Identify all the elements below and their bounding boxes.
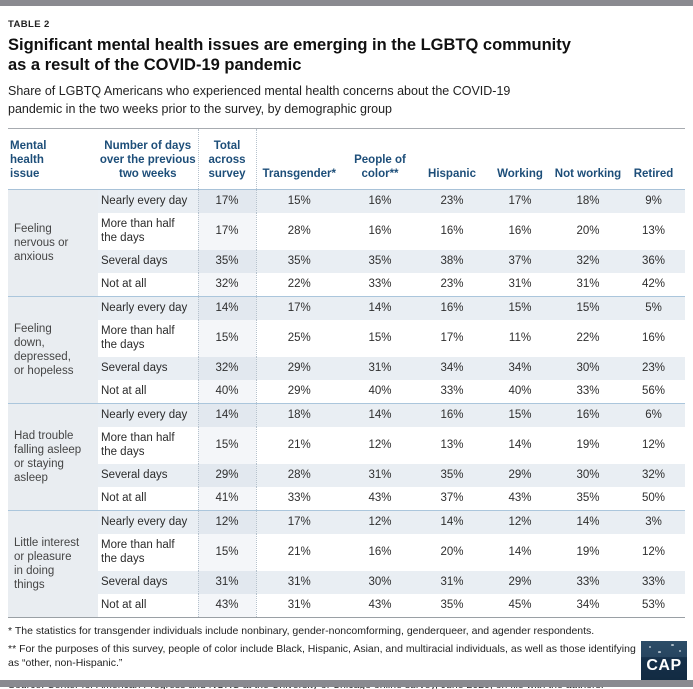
- value-cell: 50%: [622, 487, 685, 511]
- value-cell: 15%: [198, 320, 256, 357]
- frequency-label: Nearly every day: [98, 296, 198, 320]
- col-header-total-across-survey: Total across survey: [198, 128, 256, 189]
- frequency-label: Several days: [98, 571, 198, 594]
- value-cell: 22%: [256, 273, 342, 297]
- frequency-label: Not at all: [98, 380, 198, 404]
- value-cell: 12%: [342, 510, 418, 534]
- value-cell: 33%: [622, 571, 685, 594]
- value-cell: 45%: [486, 594, 554, 618]
- value-cell: 31%: [342, 464, 418, 487]
- value-cell: 15%: [256, 189, 342, 213]
- value-cell: 14%: [508, 439, 532, 452]
- value-cell: 37%: [418, 487, 486, 511]
- value-cell: 12%: [368, 439, 392, 452]
- issue-label: Feeling nervous or anxious: [8, 189, 98, 296]
- table-row: [8, 594, 685, 618]
- value-cell: 5%: [622, 296, 685, 320]
- table-row: [8, 296, 685, 320]
- value-cell: 41%: [198, 487, 256, 511]
- value-cell: 30%: [554, 357, 622, 380]
- value-cell: 29%: [256, 380, 342, 404]
- value-cell: 31%: [554, 273, 622, 297]
- value-cell: 28%: [256, 464, 342, 487]
- frequency-label: More than half the days: [101, 218, 175, 245]
- value-cell: 31%: [256, 571, 342, 594]
- value-cell: 36%: [622, 250, 685, 273]
- value-cell: 29%: [486, 571, 554, 594]
- table-header-row: [8, 128, 685, 189]
- value-cell: 15%: [486, 403, 554, 427]
- value-cell: 13%: [641, 225, 666, 238]
- value-cell: 16%: [418, 403, 486, 427]
- col-header-hispanic: Hispanic: [418, 128, 486, 189]
- value-cell: 15%: [368, 332, 392, 345]
- table-row: [8, 213, 685, 250]
- value-cell: 14%: [508, 546, 532, 559]
- frequency-label: Nearly every day: [98, 189, 198, 213]
- value-cell: 43%: [486, 487, 554, 511]
- bottom-divider-bar: [0, 680, 693, 687]
- star-icon: [658, 651, 661, 653]
- cap-logo: [641, 641, 687, 683]
- value-cell: 21%: [287, 439, 311, 452]
- value-cell: 16%: [368, 225, 392, 238]
- value-cell: 15%: [198, 427, 256, 464]
- col-header-working: Working: [486, 128, 554, 189]
- value-cell: 13%: [440, 439, 464, 452]
- value-cell: 9%: [622, 189, 685, 213]
- frequency-label: Not at all: [98, 487, 198, 511]
- star-icon: [649, 646, 651, 648]
- col-header-mental-health-issue: Mental health issue: [8, 128, 98, 189]
- value-cell: 17%: [198, 213, 256, 250]
- value-cell: 18%: [256, 403, 342, 427]
- value-cell: 11%: [508, 332, 532, 345]
- value-cell: 31%: [486, 273, 554, 297]
- table-row: [8, 189, 685, 213]
- value-cell: 29%: [198, 464, 256, 487]
- figure-title-line2: as a result of the COVID-19 pandemic: [8, 56, 302, 75]
- value-cell: 56%: [622, 380, 685, 404]
- value-cell: 17%: [198, 189, 256, 213]
- value-cell: 40%: [342, 380, 418, 404]
- value-cell: 16%: [554, 403, 622, 427]
- table-row: [8, 320, 685, 357]
- value-cell: 14%: [342, 403, 418, 427]
- figure-subtitle-line2: pandemic in the two weeks prior to the survey, by demographic group: [8, 102, 392, 117]
- value-cell: 29%: [486, 464, 554, 487]
- mental-health-data-table: [8, 128, 685, 618]
- star-icon: [671, 644, 674, 646]
- value-cell: 31%: [198, 571, 256, 594]
- frequency-label: Not at all: [98, 594, 198, 618]
- value-cell: 14%: [198, 296, 256, 320]
- frequency-label: Nearly every day: [98, 403, 198, 427]
- footnote-transgender: * The statistics for transgender individuals include nonbinary, gender-noncomforming, genderqueer, and agender respondents.: [8, 624, 595, 637]
- value-cell: 35%: [198, 250, 256, 273]
- frequency-label: Several days: [98, 357, 198, 380]
- value-cell: 35%: [554, 487, 622, 511]
- value-cell: 21%: [287, 546, 311, 559]
- frequency-label: More than half the days: [101, 325, 175, 352]
- value-cell: 16%: [368, 546, 392, 559]
- issue-label: Little interest or pleasure in doing things: [8, 510, 98, 617]
- value-cell: 43%: [342, 594, 418, 618]
- frequency-label: Not at all: [98, 273, 198, 297]
- value-cell: 15%: [486, 296, 554, 320]
- value-cell: 30%: [554, 464, 622, 487]
- table-number-label: TABLE 2: [8, 19, 50, 30]
- figure-subtitle: [8, 82, 685, 118]
- frequency-label: More than half the days: [101, 432, 175, 459]
- value-cell: 15%: [554, 296, 622, 320]
- value-cell: 18%: [554, 189, 622, 213]
- value-cell: 17%: [440, 332, 464, 345]
- figure-subtitle-line1: Share of LGBTQ Americans who experienced mental health concerns about the COVID-19: [8, 84, 511, 99]
- value-cell: 15%: [198, 534, 256, 571]
- value-cell: 32%: [622, 464, 685, 487]
- value-cell: 32%: [198, 357, 256, 380]
- value-cell: 23%: [622, 357, 685, 380]
- value-cell: 33%: [342, 273, 418, 297]
- issue-label: Had trouble falling asleep or staying asleep: [8, 403, 98, 510]
- value-cell: 16%: [342, 189, 418, 213]
- table-row: [8, 380, 685, 404]
- col-header-people-of-color: People of color**: [342, 128, 418, 189]
- star-icon: [679, 650, 681, 652]
- value-cell: 16%: [418, 296, 486, 320]
- value-cell: 14%: [342, 296, 418, 320]
- table-row: [8, 403, 685, 427]
- value-cell: 12%: [198, 510, 256, 534]
- frequency-label: Nearly every day: [98, 510, 198, 534]
- col-header-not-working: Not working: [554, 128, 622, 189]
- table-row: [8, 273, 685, 297]
- value-cell: 35%: [342, 250, 418, 273]
- value-cell: 12%: [486, 510, 554, 534]
- value-cell: 14%: [554, 510, 622, 534]
- value-cell: 16%: [508, 225, 532, 238]
- frequency-label: Several days: [98, 464, 198, 487]
- table-row: [8, 510, 685, 534]
- value-cell: 43%: [198, 594, 256, 618]
- value-cell: 28%: [287, 225, 311, 238]
- value-cell: 33%: [554, 571, 622, 594]
- value-cell: 17%: [486, 189, 554, 213]
- frequency-label: More than half the days: [101, 539, 175, 566]
- value-cell: 23%: [418, 189, 486, 213]
- figure-title: [8, 35, 685, 75]
- value-cell: 12%: [641, 546, 666, 559]
- table-row: [8, 571, 685, 594]
- value-cell: 33%: [418, 380, 486, 404]
- value-cell: 17%: [256, 510, 342, 534]
- table-body: [8, 189, 685, 617]
- frequency-label: Several days: [98, 250, 198, 273]
- footnote-people-of-color: ** For the purposes of this survey, people of color include Black, Hispanic, Asian, and multiracial individuals, as well as those identifying as “other, non-Hispanic.”: [8, 642, 636, 670]
- col-header-number-of-days: Number of days over the previous two weeks: [98, 128, 198, 189]
- top-divider-bar: [0, 0, 693, 6]
- value-cell: 14%: [198, 403, 256, 427]
- value-cell: 3%: [622, 510, 685, 534]
- value-cell: 33%: [256, 487, 342, 511]
- content-area: [0, 19, 693, 689]
- value-cell: 29%: [256, 357, 342, 380]
- cap-logo-text: CAP: [646, 657, 682, 674]
- value-cell: 40%: [486, 380, 554, 404]
- value-cell: 32%: [554, 250, 622, 273]
- figure-title-line1: Significant mental health issues are emerging in the LGBTQ community: [8, 36, 571, 54]
- value-cell: 17%: [256, 296, 342, 320]
- value-cell: 16%: [641, 332, 666, 345]
- value-cell: 32%: [198, 273, 256, 297]
- value-cell: 53%: [622, 594, 685, 618]
- table-row: [8, 357, 685, 380]
- value-cell: 35%: [256, 250, 342, 273]
- table-row: [8, 487, 685, 511]
- value-cell: 23%: [418, 273, 486, 297]
- value-cell: 12%: [641, 439, 666, 452]
- value-cell: 40%: [198, 380, 256, 404]
- value-cell: 35%: [418, 594, 486, 618]
- table-row: [8, 464, 685, 487]
- value-cell: 22%: [576, 332, 600, 345]
- value-cell: 19%: [576, 439, 600, 452]
- value-cell: 16%: [440, 225, 464, 238]
- value-cell: 25%: [287, 332, 311, 345]
- value-cell: 14%: [418, 510, 486, 534]
- col-header-retired: Retired: [622, 128, 685, 189]
- value-cell: 31%: [342, 357, 418, 380]
- value-cell: 30%: [342, 571, 418, 594]
- value-cell: 34%: [554, 594, 622, 618]
- value-cell: 31%: [418, 571, 486, 594]
- value-cell: 6%: [622, 403, 685, 427]
- table-row: [8, 427, 685, 464]
- value-cell: 34%: [486, 357, 554, 380]
- issue-label: Feeling down, depressed, or hopeless: [8, 296, 98, 403]
- value-cell: 20%: [440, 546, 464, 559]
- value-cell: 37%: [486, 250, 554, 273]
- value-cell: 33%: [554, 380, 622, 404]
- value-cell: 38%: [418, 250, 486, 273]
- col-header-transgender: Transgender*: [256, 128, 342, 189]
- table-row: [8, 250, 685, 273]
- value-cell: 20%: [576, 225, 600, 238]
- value-cell: 19%: [576, 546, 600, 559]
- value-cell: 42%: [622, 273, 685, 297]
- value-cell: 43%: [342, 487, 418, 511]
- value-cell: 31%: [256, 594, 342, 618]
- table-row: [8, 534, 685, 571]
- value-cell: 35%: [418, 464, 486, 487]
- value-cell: 34%: [418, 357, 486, 380]
